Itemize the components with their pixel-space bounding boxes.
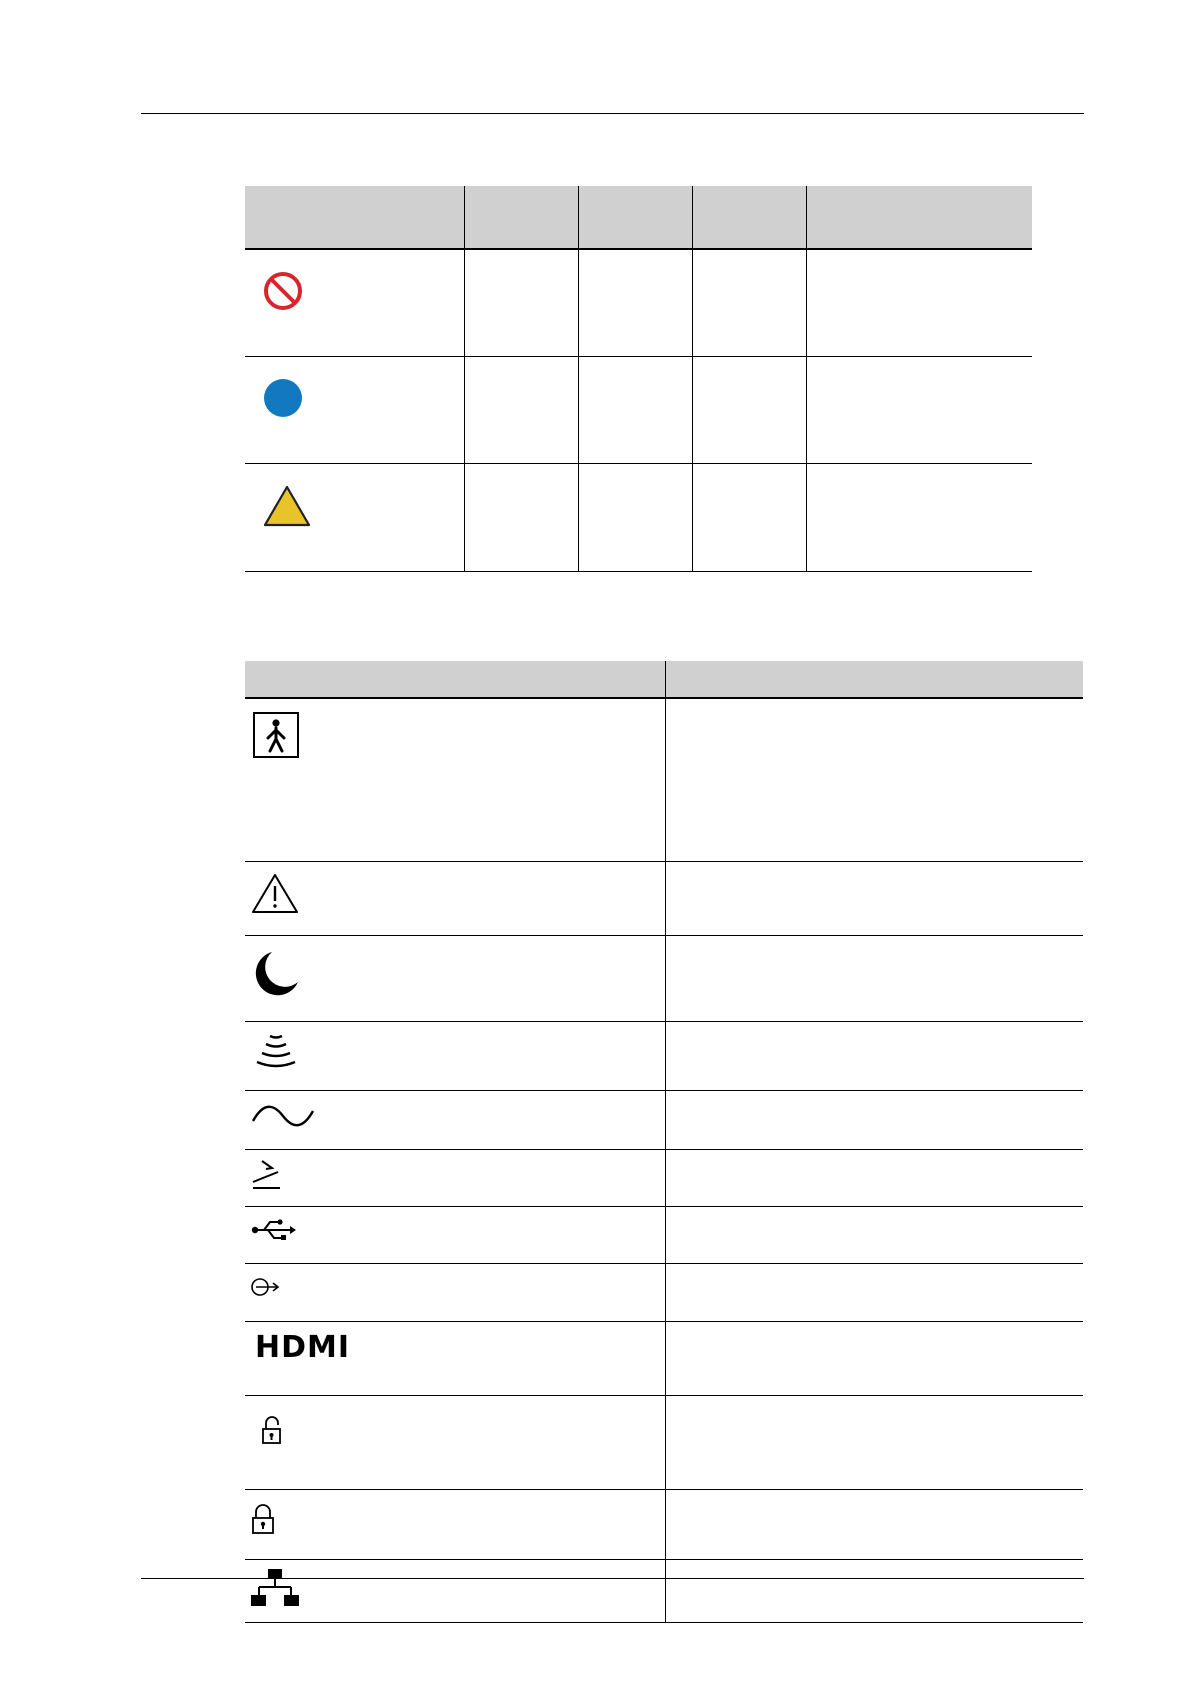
unlocked-icon	[260, 1416, 286, 1446]
column-header	[578, 186, 692, 249]
icon-cell	[245, 1490, 665, 1560]
icon-cell	[245, 1560, 665, 1623]
icon-cell	[245, 249, 464, 357]
prohibition-icon	[262, 270, 304, 312]
table-header-row	[245, 186, 1032, 249]
table-cell	[665, 1490, 1083, 1560]
table-cell	[665, 1560, 1083, 1623]
table-row	[245, 1560, 1083, 1623]
table-row	[245, 357, 1032, 464]
locked-icon	[251, 1504, 275, 1536]
table-row	[245, 1264, 1083, 1322]
icon-cell	[245, 1264, 665, 1322]
footer-rule	[141, 1578, 1084, 1579]
usb-icon	[250, 1217, 298, 1243]
table-row	[245, 1396, 1083, 1490]
table-cell	[578, 249, 692, 357]
table-row	[245, 1150, 1083, 1207]
icon-cell	[245, 1091, 665, 1150]
table-cell	[665, 1264, 1083, 1322]
table-row	[245, 936, 1083, 1022]
table-cell	[665, 1207, 1083, 1264]
mandatory-action-icon	[262, 377, 304, 419]
table-cell	[464, 249, 578, 357]
icon-cell	[245, 464, 464, 572]
column-header	[806, 186, 1032, 249]
icon-cell	[245, 1022, 665, 1091]
table-cell	[578, 464, 692, 572]
table-row	[245, 249, 1032, 357]
table-row	[245, 698, 1083, 862]
table-row	[245, 1322, 1083, 1396]
column-header	[692, 186, 806, 249]
column-header	[464, 186, 578, 249]
footswitch-icon	[250, 1158, 286, 1192]
icon-cell	[245, 357, 464, 464]
symbol-table	[245, 661, 1083, 1623]
icon-cell	[245, 936, 665, 1022]
table-row	[245, 862, 1083, 936]
table-cell	[464, 357, 578, 464]
column-header	[665, 661, 1083, 698]
table-cell	[665, 1396, 1083, 1490]
table-cell	[692, 357, 806, 464]
table-row	[245, 1091, 1083, 1150]
table-cell	[692, 464, 806, 572]
standby-icon	[250, 950, 302, 996]
video-output-icon	[250, 1276, 284, 1298]
table-cell	[578, 357, 692, 464]
table-row	[245, 464, 1032, 572]
column-header	[245, 186, 464, 249]
table-cell	[464, 464, 578, 572]
table-cell	[806, 464, 1032, 572]
table-cell	[665, 862, 1083, 936]
table-row	[245, 1207, 1083, 1264]
table-cell	[665, 698, 1083, 862]
network-port-icon	[250, 1568, 300, 1608]
column-header	[245, 661, 665, 698]
table-header-row	[245, 661, 1083, 698]
safety-sign-table	[245, 186, 1032, 572]
icon-cell	[245, 1322, 665, 1396]
table-cell	[665, 1322, 1083, 1396]
icon-cell	[245, 1150, 665, 1207]
table-cell	[806, 249, 1032, 357]
table-cell	[665, 1150, 1083, 1207]
transducer-icon	[250, 1032, 302, 1074]
icon-cell	[245, 1207, 665, 1264]
table-row	[245, 1022, 1083, 1091]
type-bf-applied-part-icon	[252, 711, 302, 761]
table-cell	[665, 1091, 1083, 1150]
icon-cell	[245, 698, 665, 862]
table-cell	[806, 357, 1032, 464]
caution-icon	[250, 872, 300, 916]
hdmi-icon: HDMI	[255, 1330, 351, 1365]
warning-triangle-icon	[262, 484, 312, 528]
table-cell	[665, 1022, 1083, 1091]
table-row	[245, 1490, 1083, 1560]
table-cell	[665, 936, 1083, 1022]
icon-cell	[245, 862, 665, 936]
table-cell	[692, 249, 806, 357]
header-rule	[141, 113, 1084, 114]
icon-cell	[245, 1396, 665, 1490]
alternating-current-icon	[250, 1101, 316, 1131]
